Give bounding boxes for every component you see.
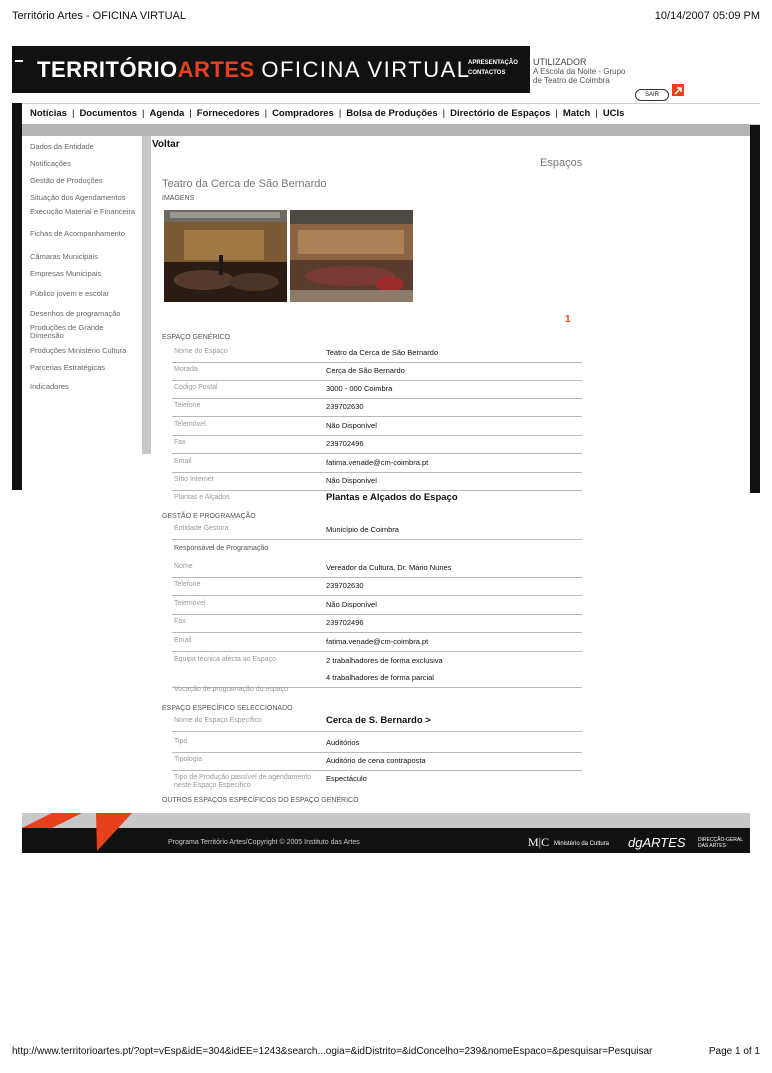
detail-label: Responsável de Programação [174, 545, 269, 552]
sidebar-item[interactable]: Situação dos Agendamentos [30, 193, 126, 202]
print-date: 10/14/2007 05:09 PM [654, 10, 760, 22]
nav-separator: | [555, 108, 558, 119]
sidebar-item[interactable]: Empresas Municipais [30, 269, 102, 278]
user-name-line2: de Teatro de Coimbra [533, 76, 610, 85]
detail-row [172, 560, 582, 578]
detail-value: Auditórios [326, 738, 360, 747]
banner-dash [15, 60, 23, 62]
apresentacao-link[interactable]: APRESENTAÇÃO [468, 60, 518, 66]
sidebar-item[interactable]: Desenhos de programação [30, 309, 121, 318]
footer-banner [22, 813, 750, 853]
detail-label: Fax [174, 618, 186, 625]
nav-separator: | [442, 108, 446, 119]
detail-row [172, 653, 582, 670]
detail-label: Fax [174, 439, 186, 446]
sidebar-item[interactable]: Indicadores [30, 382, 69, 391]
detail-value: Município de Coimbra [326, 525, 399, 534]
detail-label: Entidade Gestora [174, 525, 229, 532]
venue-title: Teatro da Cerca de São Bernardo [162, 178, 327, 190]
footer-accent-shape [22, 813, 132, 853]
user-info [533, 58, 626, 85]
detail-label: Email [174, 458, 192, 465]
footer-copyright: Programa Território Artes/Copyright © 2005 Instituto das Artes [168, 839, 360, 846]
nav-separator: | [141, 108, 145, 119]
detail-value: 3000 - 000 Coimbra [326, 384, 393, 393]
venue-photo-2[interactable] [290, 210, 413, 302]
detail-label: Telemóvel [174, 600, 206, 607]
detail-value: Vereador da Cultura, Dr. Mário Nunes [326, 563, 452, 572]
venue-photo-1[interactable] [164, 210, 287, 302]
detail-label: Telefone [174, 402, 201, 409]
contactos-link[interactable]: CONTACTOS [468, 70, 506, 76]
detail-row [172, 578, 582, 596]
detail-label: Tipo de Produção passível de agendamento [174, 774, 312, 781]
gestao-section-label: GESTÃO E PROGRAMAÇÃO [162, 513, 256, 520]
especifico-section-label: ESPAÇO ESPECÍFICO SELECCIONADO [162, 705, 293, 712]
back-link[interactable]: Voltar [152, 139, 180, 150]
site-logo[interactable]: TERRITÓRIOARTES OFICINA VIRTUAL [37, 57, 471, 82]
nav-separator: | [338, 108, 342, 119]
detail-row [172, 345, 582, 363]
nav-item[interactable]: Fornecedores [196, 108, 260, 119]
detail-label: Tipologia [174, 756, 203, 763]
dgartes-logo: dgARTES [628, 835, 686, 850]
sidebar-item[interactable]: Câmaras Municipais [30, 252, 98, 261]
nav-separator: | [189, 108, 192, 119]
detail-label: Plantas e Alçados [174, 494, 230, 501]
detail-value[interactable]: fatima.venade@cm-coimbra.pt [326, 637, 429, 646]
detail-label: Telemóvel [174, 421, 206, 428]
detail-label-cont: neste Espaço Específico [174, 782, 251, 789]
detail-label: Sítio Internet [174, 476, 214, 483]
sidebar-item[interactable]: Execução Material e Financeira [30, 207, 136, 216]
sidebar-item[interactable]: Produções Ministério Cultura [30, 346, 127, 355]
detail-value: 2 trabalhadores de forma exclusiva [326, 656, 443, 665]
nav-separator: | [71, 108, 75, 119]
images-label: IMAGENS [162, 195, 195, 202]
detail-label: Nome do Espaço Específico [174, 717, 262, 724]
detail-value: 239702630 [326, 581, 364, 590]
detail-label: Telefone [174, 581, 201, 588]
detail-label: Tipo [174, 738, 188, 745]
site-banner [12, 46, 530, 93]
detail-value: Teatro da Cerca de São Bernardo [326, 348, 439, 357]
logout-button[interactable]: SAIR [635, 89, 669, 101]
detail-value: Cerca de São Bernardo [326, 366, 405, 375]
nav-item[interactable]: Match [562, 108, 591, 119]
detail-row [172, 597, 582, 615]
sidebar-item[interactable]: Notificações [30, 159, 71, 168]
sidebar-item[interactable]: Fichas de Acompanhamento [30, 229, 126, 238]
nav-item[interactable]: Notícias [30, 108, 67, 119]
detail-label: Equipa técnica afecta ao Espaço [174, 656, 276, 663]
detail-row [172, 522, 582, 540]
detail-label: Email [174, 637, 192, 644]
detail-label: Código Postal [174, 384, 218, 391]
nav-item[interactable]: UCIs [602, 108, 625, 119]
sidebar-item[interactable]: Público jovem e escolar [30, 289, 110, 298]
user-name-line1: A Escola da Noite - Grupo [533, 67, 626, 76]
detail-row [172, 542, 582, 559]
detail-value: Não Disponível [326, 600, 377, 609]
nav-item[interactable]: Bolsa de Produções [346, 108, 438, 119]
generic-section-label: ESPAÇO GENÉRICO [162, 334, 230, 341]
detail-row [172, 418, 582, 436]
sidebar-item[interactable]: Parcerias Estratégicas [30, 363, 106, 372]
detail-value[interactable]: Cerca de S. Bernardo > [326, 715, 431, 726]
detail-row [172, 753, 582, 771]
detail-value: Auditório de cena contraposta [326, 756, 426, 765]
detail-label: Morada [174, 366, 198, 373]
sidebar-item[interactable]: Dados da Entidade [30, 142, 94, 151]
detail-row [172, 735, 582, 753]
detail-label: Vocação de programação do espaço [174, 686, 289, 693]
print-url: http://www.territorioartes.pt/?opt=vEsp&idE=304&idEE=1243&search...ogia=&idDistrito=&idConcelho=239&nomeEspaco=&pesquisar=Pesquisar [12, 1046, 653, 1057]
detail-row [172, 363, 582, 381]
detail-row [172, 381, 582, 399]
frame-right-bar [750, 123, 760, 493]
detail-value[interactable]: fatima.venade@cm-coimbra.pt [326, 458, 429, 467]
nav-separator: | [264, 108, 268, 119]
dgartes-label: DIRECÇÃO-GERAL DAS ARTES [698, 837, 744, 849]
frame-left-bar [12, 103, 22, 490]
nav-item[interactable]: Documentos [79, 108, 137, 119]
print-page-title: Território Artes - OFICINA VIRTUAL [12, 10, 187, 22]
nav-item[interactable]: Compradores [272, 108, 334, 119]
detail-row [172, 683, 582, 700]
outros-section-label: OUTROS ESPAÇOS ESPECÍFICOS DO ESPAÇO GENÉRICO [162, 797, 359, 804]
detail-value: 239702496 [326, 618, 364, 627]
detail-value: 4 trabalhadores de forma parcial [326, 673, 434, 682]
image-pager-1[interactable]: 1 [565, 314, 571, 325]
detail-row [172, 615, 582, 633]
print-page-number: Page 1 of 1 [708, 1046, 760, 1057]
nav-item[interactable]: Directório de Espaços [450, 108, 551, 119]
sidebar-divider [142, 136, 151, 454]
detail-label: Nome do Espaço [174, 348, 228, 355]
user-label: UTILIZADOR [533, 57, 587, 67]
detail-row [172, 771, 582, 795]
detail-row [172, 436, 582, 454]
detail-row [172, 399, 582, 417]
detail-row [172, 455, 582, 473]
logout-arrow-icon[interactable] [672, 84, 684, 96]
mc-logo: M|C [528, 835, 550, 849]
detail-row [172, 714, 582, 732]
detail-value: Não Disponível [326, 421, 377, 430]
detail-value: Não Disponível [326, 476, 377, 485]
detail-label: Nome [174, 563, 193, 570]
detail-value: 239702496 [326, 439, 364, 448]
detail-value: 239702630 [326, 402, 364, 411]
detail-row [172, 491, 582, 508]
nav-separator: | [595, 108, 598, 119]
sidebar-item[interactable]: Gestão de Produções [30, 176, 103, 185]
detail-row [172, 473, 582, 491]
nav-item[interactable]: Agenda [149, 108, 185, 119]
sidebar-item[interactable]: Produções de Grande Dimensão [30, 323, 104, 340]
detail-value[interactable]: Plantas e Alçados do Espaço [326, 492, 458, 503]
mc-label: Ministério da Cultura [554, 841, 610, 847]
main-nav [22, 103, 760, 125]
section-title: Espaços [540, 157, 583, 169]
detail-row [172, 634, 582, 652]
nav-underbar [22, 124, 750, 136]
detail-value: Espectáculo [326, 774, 367, 783]
